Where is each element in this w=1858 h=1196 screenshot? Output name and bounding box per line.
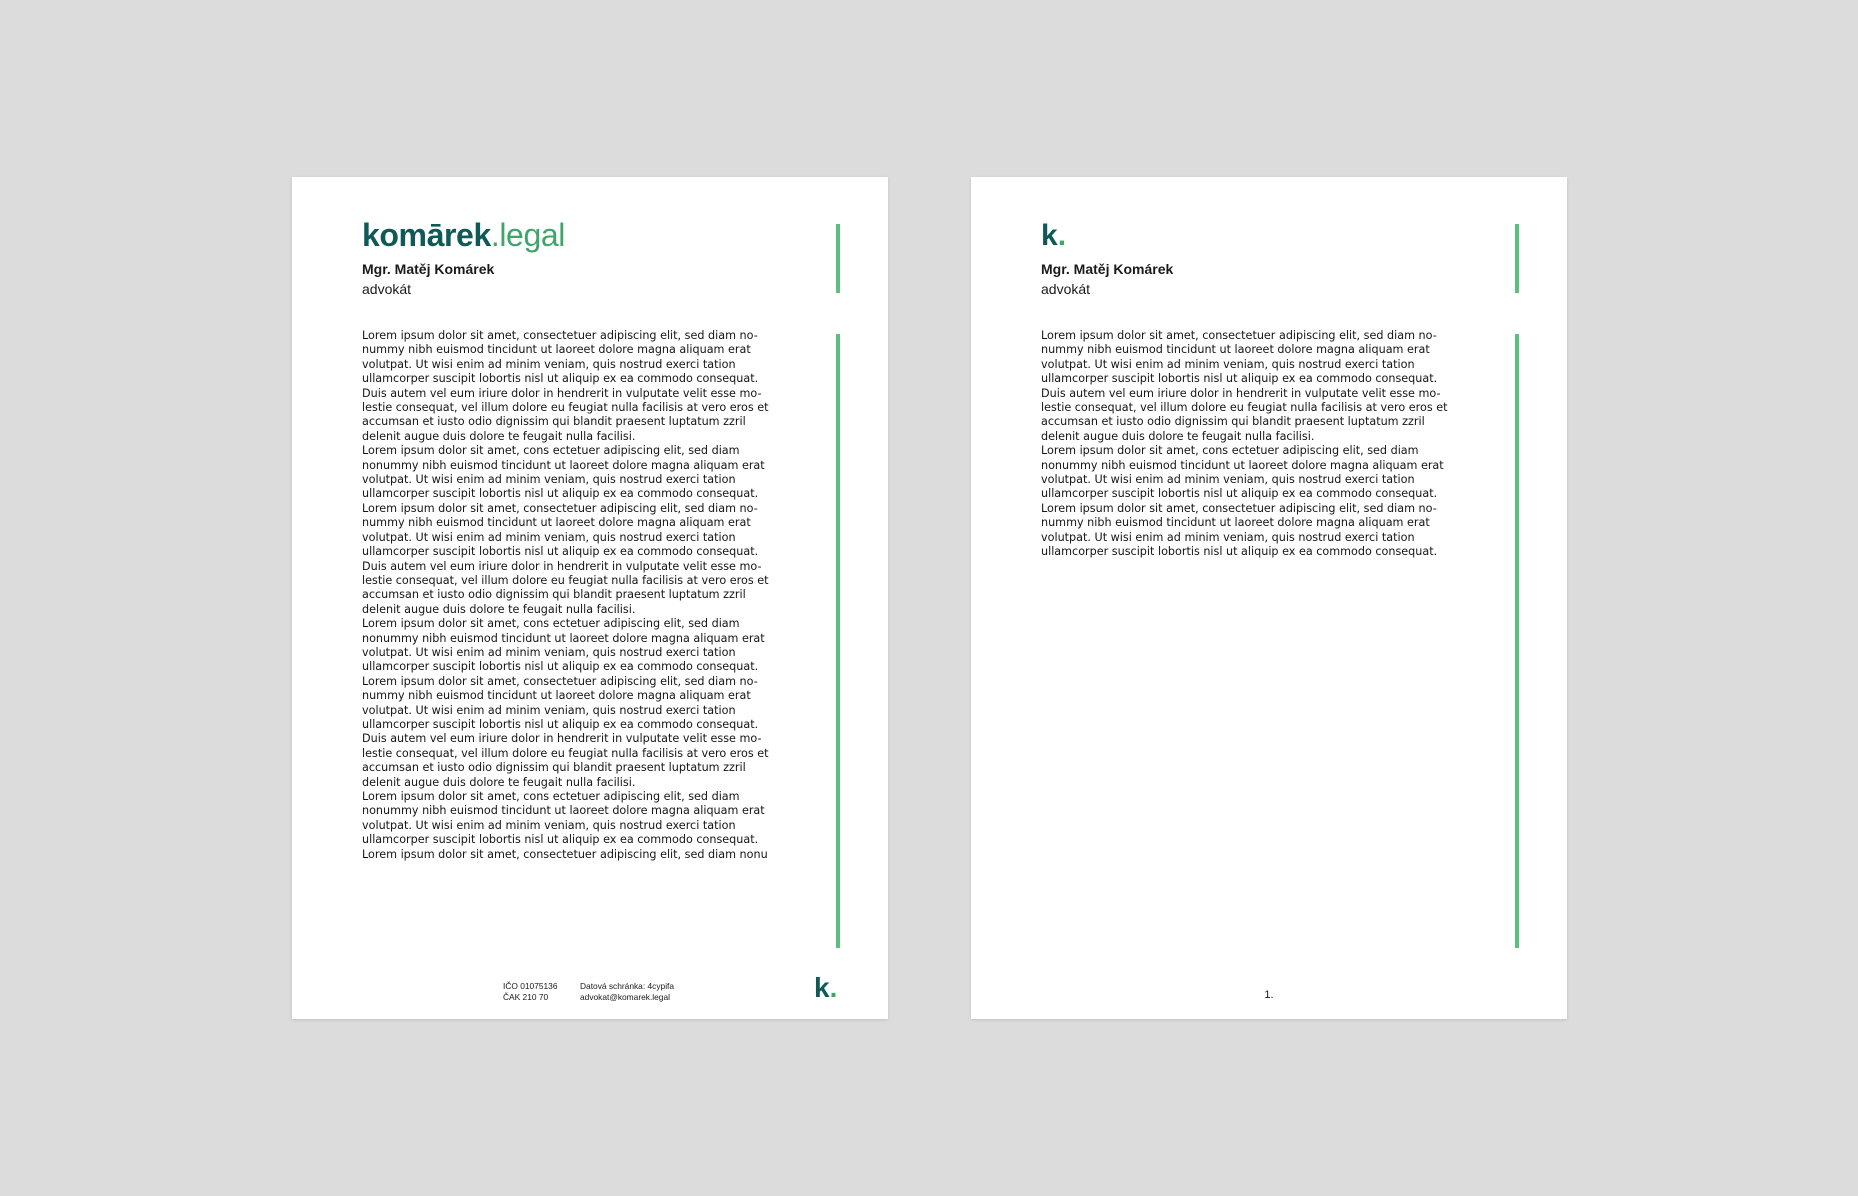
letter-body	[362, 329, 796, 862]
body-paragraph: Lorem ipsum dolor sit amet, consectetuer adipiscing elit, sed diam no- nummy nibh euismod tincidunt ut laoreet dolore magna aliquam erat volutpat. Ut wisi enim ad minim veniam, quis nostrud exerci tation ullamcorper suscipit lobortis nisl ut aliquip ex ea commodo consequat. Duis autem vel eum iriure dolor in hendrerit in vulputate velit esse mo- lestie consequat, vel illum dolore eu feugiat nulla facilisis at vero eros et accumsan et iusto odio dignissim qui blandit praesent luptatum zzril delenit augue duis dolore te feugait nulla facilisi.	[1041, 329, 1448, 443]
footer-brand-mark	[814, 974, 837, 1002]
accent-rule-top	[836, 224, 840, 293]
body-paragraph: Lorem ipsum dolor sit amet, cons ectetuer adipiscing elit, sed diam nonummy nibh euismod tincidunt ut laoreet dolore magna aliquam erat volutpat. Ut wisi enim ad minim veniam, quis nostrud exerci tation ullamcorper suscipit lobortis nisl ut aliquip ex ea commodo consequat. Lorem ipsum dolor sit amet, consectetuer adipiscing elit, sed diam no- nummy nibh euismod tincidunt ut laoreet dolore magna aliquam erat volutpat. Ut wisi enim ad minim veniam, quis nostrud exerci tation ullamcorper suscipit lobortis nisl ut aliquip ex ea commodo consequat. Duis autem vel eum iriure dolor in hendrerit in vulputate velit esse mo- lestie consequat, vel illum dolore eu feugiat nulla facilisis at vero eros et accumsan et iusto odio dignissim qui blandit praesent luptatum zzril delenit augue duis dolore te feugait nulla facilisi.	[362, 617, 769, 789]
author-block	[1041, 259, 1173, 299]
brand-logo	[362, 219, 565, 251]
page-number: 1.	[1264, 989, 1274, 1001]
body-paragraph: Lorem ipsum dolor sit amet, cons ectetuer adipiscing elit, sed diam nonummy nibh euismod tincidunt ut laoreet dolore magna aliquam erat volutpat. Ut wisi enim ad minim veniam, quis nostrud exerci tation ullamcorper suscipit lobortis nisl ut aliquip ex ea commodo consequat. Lorem ipsum dolor sit amet, consectetuer adipiscing elit, sed diam no- nummy nibh euismod tincidunt ut laoreet dolore magna aliquam erat volutpat. Ut wisi enim ad minim veniam, quis nostrud exerci tation ullamcorper suscipit lobortis nisl ut aliquip ex ea commodo consequat. Duis autem vel eum iriure dolor in hendrerit in vulputate velit esse mo- lestie consequat, vel illum dolore eu feugiat nulla facilisis at vero eros et accumsan et iusto odio dignissim qui blandit praesent luptatum zzril delenit augue duis dolore te feugait nulla facilisi.	[362, 444, 769, 616]
brand-logo-suffix: .legal	[490, 217, 565, 253]
footer-mark-dot: .	[829, 972, 838, 1003]
brand-mark-logo	[1041, 221, 1066, 251]
author-block	[362, 259, 494, 299]
footer-contact	[580, 981, 674, 1003]
accent-rule-top	[1515, 224, 1519, 293]
footer-cak: ČAK 210 70	[503, 992, 549, 1002]
accent-rule-body	[1515, 334, 1519, 948]
brand-mark-dot: .	[1057, 219, 1067, 252]
body-paragraph: Lorem ipsum dolor sit amet, consectetuer adipiscing elit, sed diam no- nummy nibh euismod tincidunt ut laoreet dolore magna aliquam erat volutpat. Ut wisi enim ad minim veniam, quis nostrud exerci tation ullamcorper suscipit lobortis nisl ut aliquip ex ea commodo consequat. Duis autem vel eum iriure dolor in hendrerit in vulputate velit esse mo- lestie consequat, vel illum dolore eu feugiat nulla facilisis at vero eros et accumsan et iusto odio dignissim qui blandit praesent luptatum zzril delenit augue duis dolore te feugait nulla facilisi.	[362, 329, 769, 443]
author-name: Mgr. Matěj Komárek	[1041, 261, 1174, 277]
author-title: advokát	[362, 281, 412, 297]
body-paragraph: Lorem ipsum dolor sit amet, cons ectetuer adipiscing elit, sed diam nonummy nibh euismod tincidunt ut laoreet dolore magna aliquam erat volutpat. Ut wisi enim ad minim veniam, quis nostrud exerci tation ullamcorper suscipit lobortis nisl ut aliquip ex ea commodo consequat. Lorem ipsum dolor sit amet, consectetuer adipiscing elit, sed diam no- nummy nibh euismod tincidunt ut laoreet dolore magna aliquam erat volutpat. Ut wisi enim ad minim veniam, quis nostrud exerci tation ullamcorper suscipit lobortis nisl ut aliquip ex ea commodo consequat.	[1041, 444, 1444, 559]
letter-body	[1041, 329, 1475, 560]
brand-logo-name: komārek	[362, 217, 491, 253]
footer-data-box: Datová schránka: 4cypifa	[580, 981, 675, 991]
author-name: Mgr. Matěj Komárek	[362, 261, 495, 277]
footer-mark-letter: k	[814, 972, 830, 1003]
accent-rule-body	[836, 334, 840, 948]
footer-registration	[503, 981, 557, 1003]
brand-mark-letter: k	[1041, 219, 1058, 252]
footer-email: advokat@komarek.legal	[580, 992, 670, 1002]
author-title: advokát	[1041, 281, 1091, 297]
body-paragraph: Lorem ipsum dolor sit amet, cons ectetuer adipiscing elit, sed diam nonummy nibh euismod tincidunt ut laoreet dolore magna aliquam erat volutpat. Ut wisi enim ad minim veniam, quis nostrud exerci tation ullamcorper suscipit lobortis nisl ut aliquip ex ea commodo consequat. Lorem ipsum dolor sit amet, consectetuer adipiscing elit, sed diam nonu	[362, 790, 768, 861]
letterhead-page-first	[292, 177, 888, 1019]
footer-ico: IČO 01075136	[503, 981, 558, 991]
letterhead-page-second	[971, 177, 1567, 1019]
